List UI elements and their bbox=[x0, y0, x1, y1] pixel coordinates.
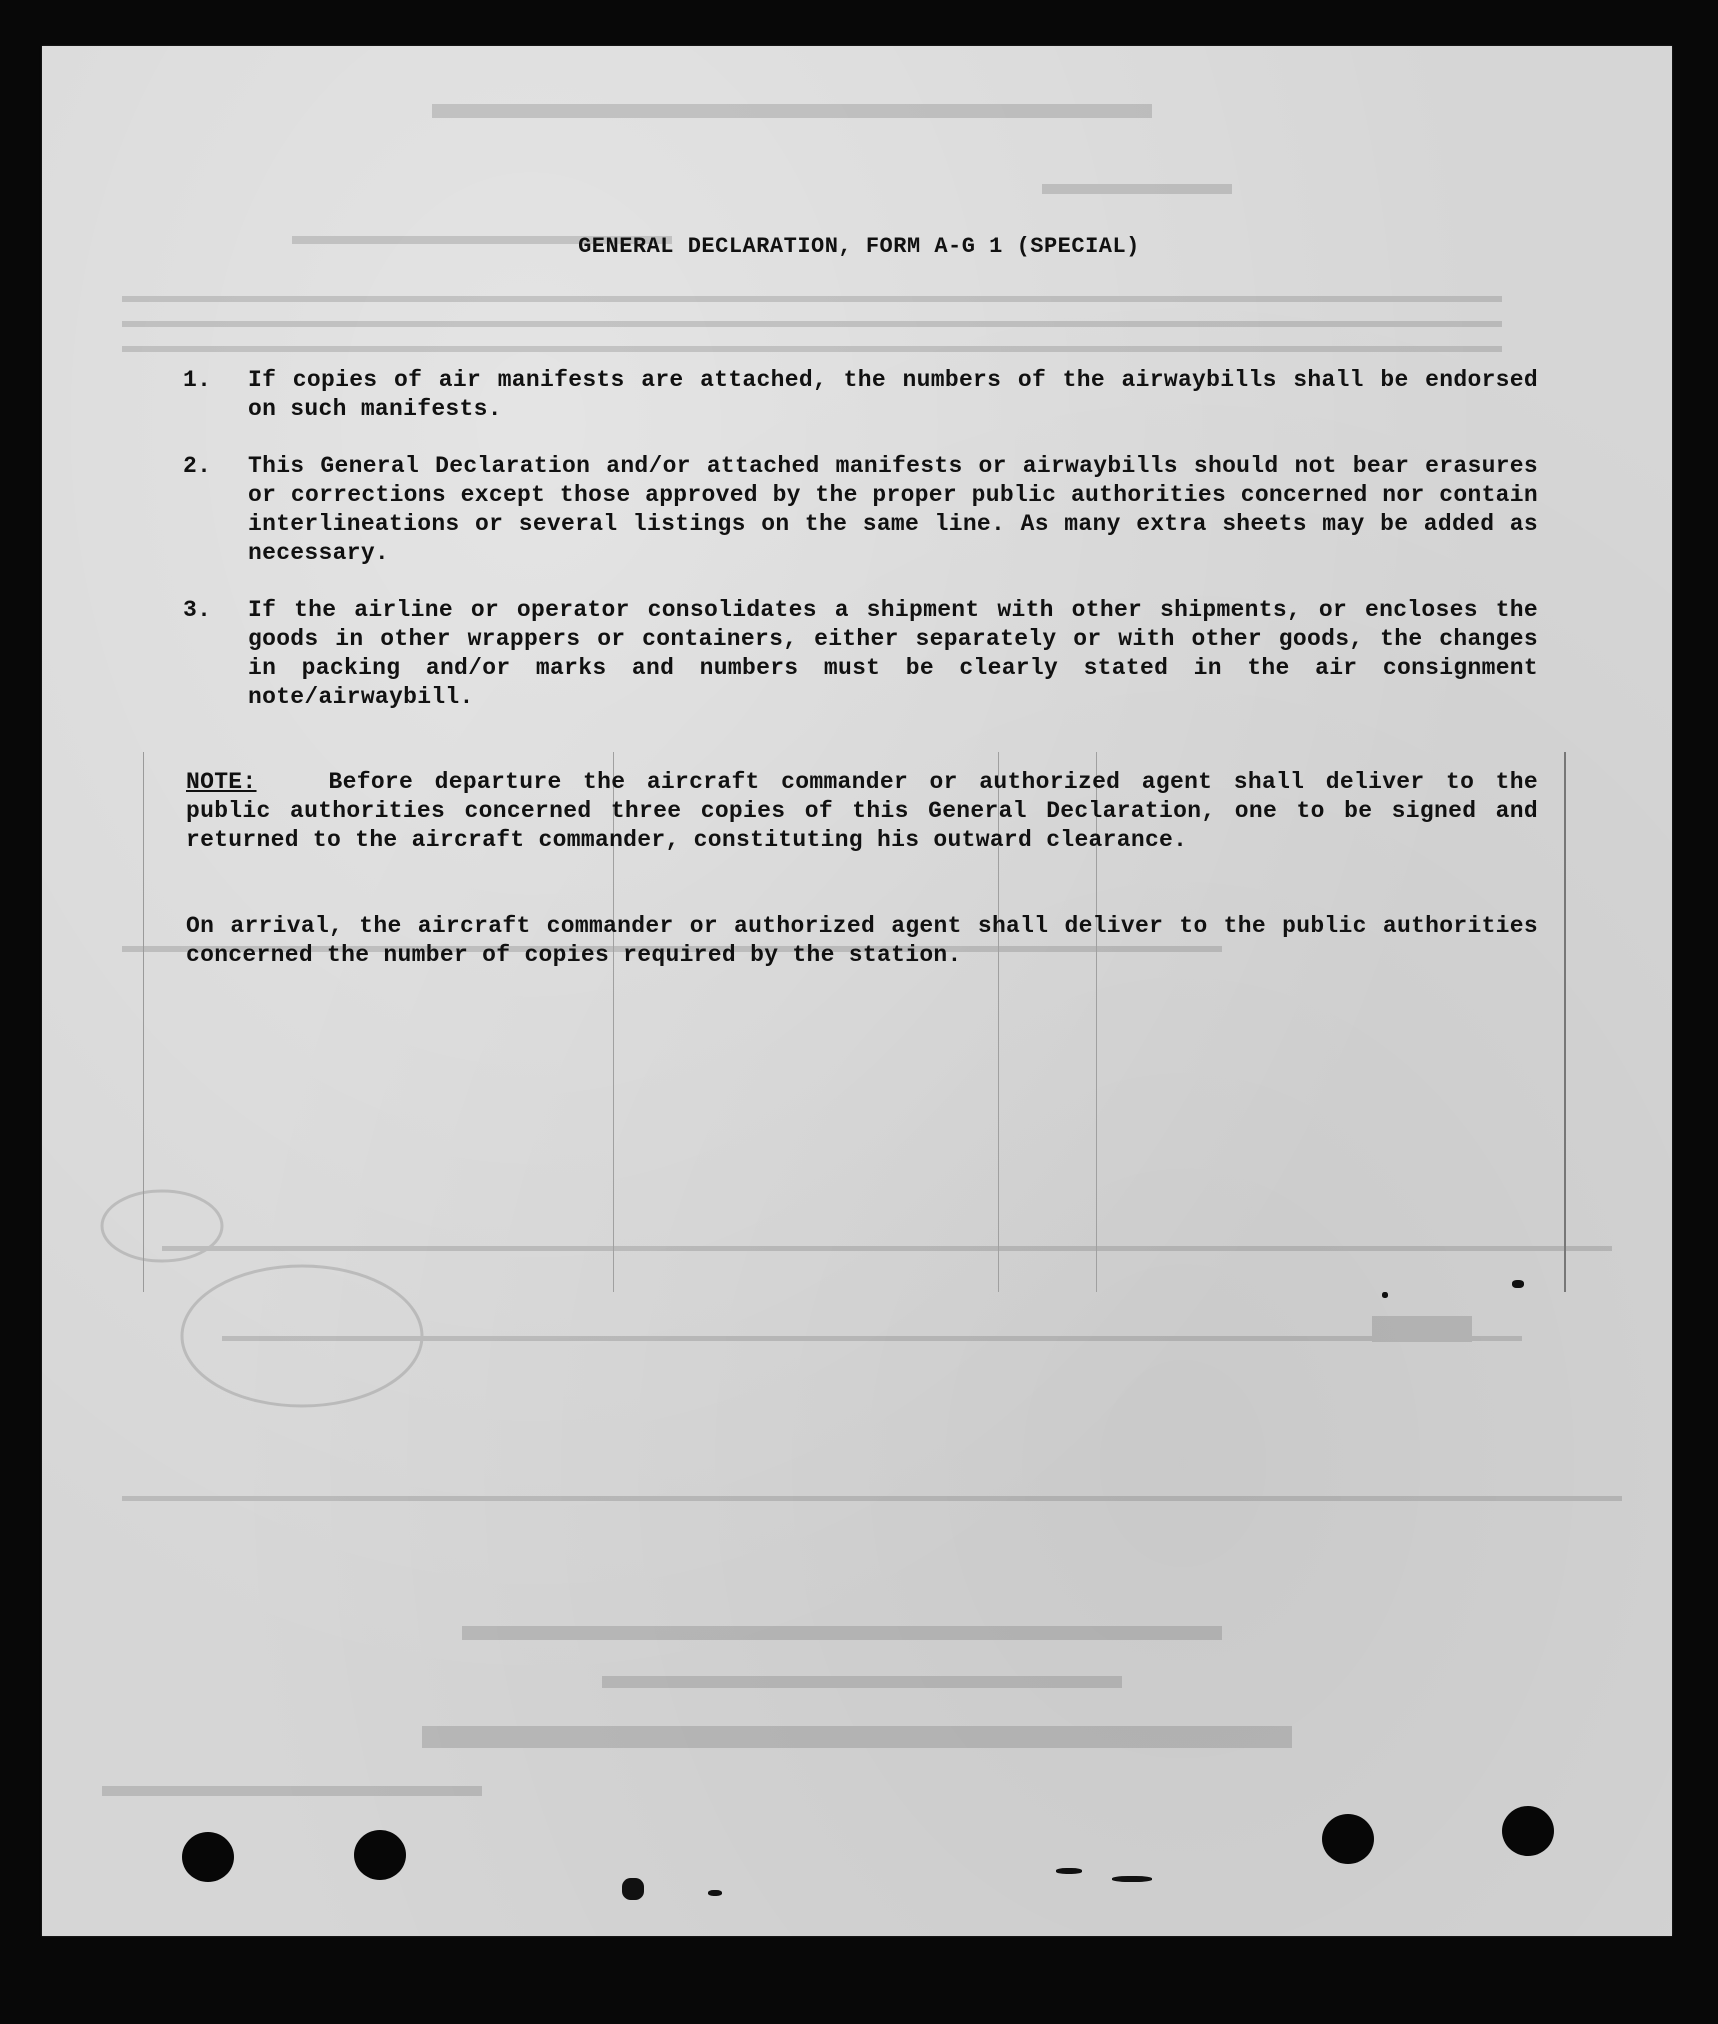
punch-hole bbox=[1322, 1814, 1374, 1864]
item-number: 3. bbox=[183, 597, 212, 623]
form-title: GENERAL DECLARATION, FORM A-G 1 (SPECIAL) bbox=[578, 234, 1140, 259]
note-paragraph bbox=[186, 768, 1538, 855]
punch-hole bbox=[354, 1830, 406, 1880]
ink-speck bbox=[1056, 1868, 1082, 1874]
ink-speck bbox=[1512, 1280, 1524, 1288]
item-number: 2. bbox=[183, 453, 212, 479]
punch-hole bbox=[1502, 1806, 1554, 1856]
arrival-paragraph: On arrival, the aircraft commander or authorized agent shall deliver to the public authorities concerned the number of copies required by the station. bbox=[186, 913, 1538, 968]
note-text: Before departure the aircraft commander or authorized agent shall deliver to the public authorities concerned three copies of this General Declaration, one to be signed and returned to the aircraft commander, constituting his outward clearance. bbox=[186, 769, 1538, 853]
ink-speck bbox=[1112, 1876, 1152, 1882]
note-label: NOTE: bbox=[186, 769, 257, 795]
ink-speck bbox=[708, 1890, 722, 1896]
item-text: If the airline or operator consolidates a shipment with other shipments, or encloses the goods in other wrappers or containers, either separately or with other goods, the changes in packing and/or marks and numbers must be clearly stated in the air consignment note/airwaybill. bbox=[248, 597, 1538, 710]
ink-speck bbox=[622, 1878, 644, 1900]
ink-speck bbox=[1382, 1292, 1388, 1298]
punch-hole bbox=[182, 1832, 234, 1882]
item-text: If copies of air manifests are attached, the numbers of the airwaybills shall be endorsed on such manifests. bbox=[248, 367, 1538, 422]
item-number: 1. bbox=[183, 367, 212, 393]
item-text: This General Declaration and/or attached manifests or airwaybills should not bear erasures or corrections except those approved by the proper public authorities concerned nor contain interlineations or several listings on the same line. As many extra sheets may be added as necessary. bbox=[248, 453, 1538, 566]
